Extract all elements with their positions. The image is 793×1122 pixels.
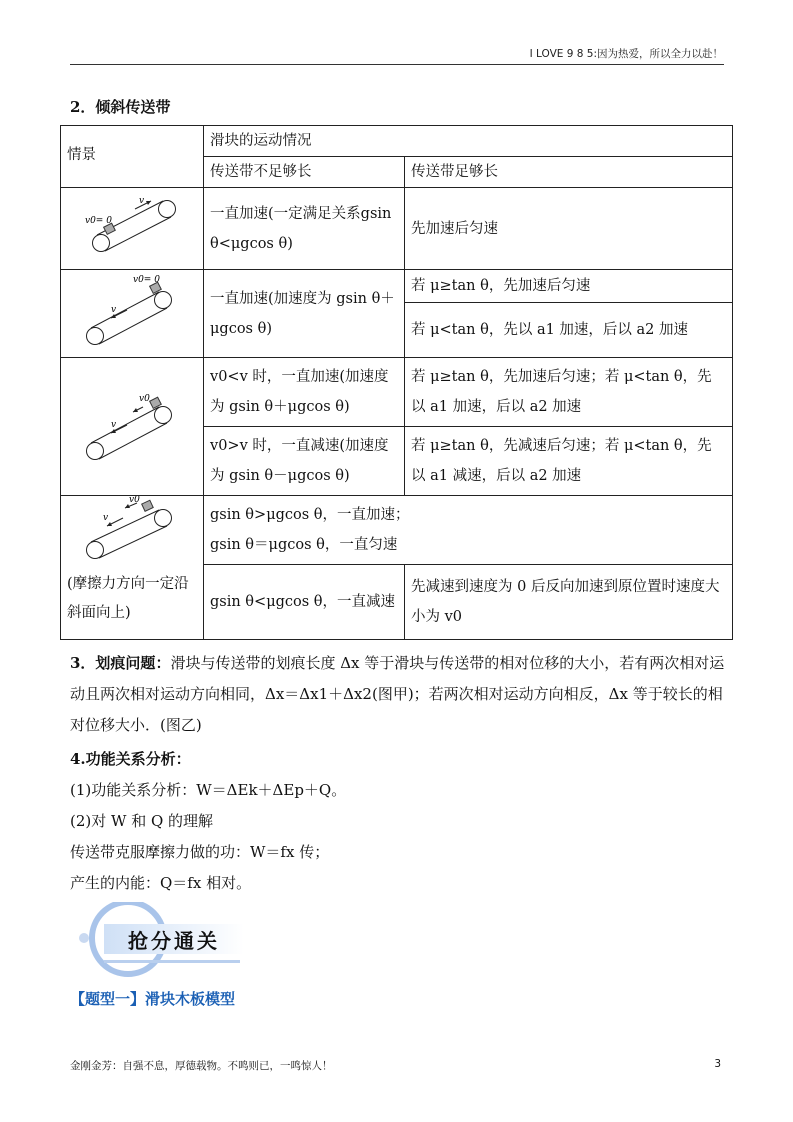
conveyor-table <box>60 125 733 640</box>
v-label: v <box>111 304 117 315</box>
section-4-line-3: 传送带克服摩擦力做的功：W＝fx 传； <box>70 843 330 861</box>
conveyor-down-moving-figure <box>77 377 187 477</box>
v0-zero-label: v0= 0 <box>85 215 112 226</box>
section-3-text: 滑块与传送带的划痕长度 Δx 等于滑块与传送带的相对位移的大小，若有两次相对运动且两次相对运动方向相同，Δx＝Δx1＋Δx2(图甲)；若两次相对运动方向相反，Δx 等于较长的相对位移大小．(图乙) <box>70 654 725 734</box>
r2-long-b: 若 μ<tan θ，先以 a1 加速，后以 a2 加速 <box>405 303 733 358</box>
conveyor-up-rest-figure <box>77 191 187 267</box>
header-rule <box>70 64 724 65</box>
r4-line-b: gsin θ＝μgcos θ，一直匀速 <box>210 537 398 553</box>
v0-label: v0 <box>129 496 140 505</box>
long-header: 传送带足够长 <box>405 157 733 188</box>
section-4-line-1: (1)功能关系分析：W＝ΔEk＋ΔEp＋Q。 <box>70 781 347 799</box>
section-4-line-4: 产生的内能：Q＝fx 相对。 <box>70 874 252 892</box>
r1-not-long: 一直加速(一定满足关系gsin θ<μgcos θ) <box>204 188 405 270</box>
r3-not-long-b: v0>v 时，一直减速(加速度为 gsin θ－μgcos θ) <box>204 427 405 496</box>
r3-long-b: 若 μ≥tan θ，先减速后匀速；若 μ<tan θ，先以 a1 减速，后以 a2 加速 <box>405 427 733 496</box>
figure-cell-3 <box>61 358 204 496</box>
type-1-title: 【题型一】滑块木板模型 <box>70 990 236 1008</box>
figure-cell-1 <box>61 188 204 270</box>
r3-not-long-a: v0<v 时，一直加速(加速度为 gsin θ＋μgcos θ) <box>204 358 405 427</box>
figure-cell-4 <box>61 496 204 640</box>
r4-not-long: gsin θ<μgcos θ，一直减速 <box>204 565 405 640</box>
v0-label: v0 <box>139 393 150 404</box>
not-long-header: 传送带不足够长 <box>204 157 405 188</box>
v0-zero-label: v0= 0 <box>133 274 160 285</box>
section-4-line-2: (2)对 W 和 Q 的理解 <box>70 812 214 830</box>
conveyor-up-moving-figure <box>77 496 187 566</box>
r1-long: 先加速后匀速 <box>405 188 733 270</box>
r4-note: (摩擦力方向一定沿斜面向上) <box>67 576 189 621</box>
r4-long: 先减速到速度为 0 后反向加速到原位置时速度大小为 v0 <box>405 565 733 640</box>
section-2-title: 2．倾斜传送带 <box>70 98 171 116</box>
r2-not-long: 一直加速(加速度为 gsin θ＋μgcos θ) <box>204 270 405 358</box>
section-3 <box>70 648 725 741</box>
v-label: v <box>103 513 109 523</box>
conveyor-down-rest-figure <box>77 272 187 356</box>
v-label: v <box>111 419 117 430</box>
banner-title: 抢分通关 <box>128 929 220 953</box>
r2-long-a: 若 μ≥tan θ，先加速后匀速 <box>405 270 733 303</box>
r4-line-a: gsin θ>μgcos θ，一直加速； <box>210 507 410 523</box>
page-number: 3 <box>714 1058 721 1070</box>
page-header: I LOVE 9 8 5:因为热爱，所以全力以赴！ <box>529 48 723 60</box>
footer-motto: 金刚金芳：自强不息，厚德载物。不鸣则已，一鸣惊人！ <box>70 1060 333 1072</box>
v-label: v <box>139 195 145 206</box>
section-3-title: 3．划痕问题： <box>70 654 171 672</box>
r3-long-a: 若 μ≥tan θ，先加速后匀速；若 μ<tan θ，先以 a1 加速，后以 a2 加速 <box>405 358 733 427</box>
figure-cell-2 <box>61 270 204 358</box>
motion-header: 滑块的运动情况 <box>204 126 733 157</box>
section-4-title: 4.功能关系分析： <box>70 750 191 768</box>
r4-cond <box>204 496 733 565</box>
scene-header: 情景 <box>61 126 204 188</box>
